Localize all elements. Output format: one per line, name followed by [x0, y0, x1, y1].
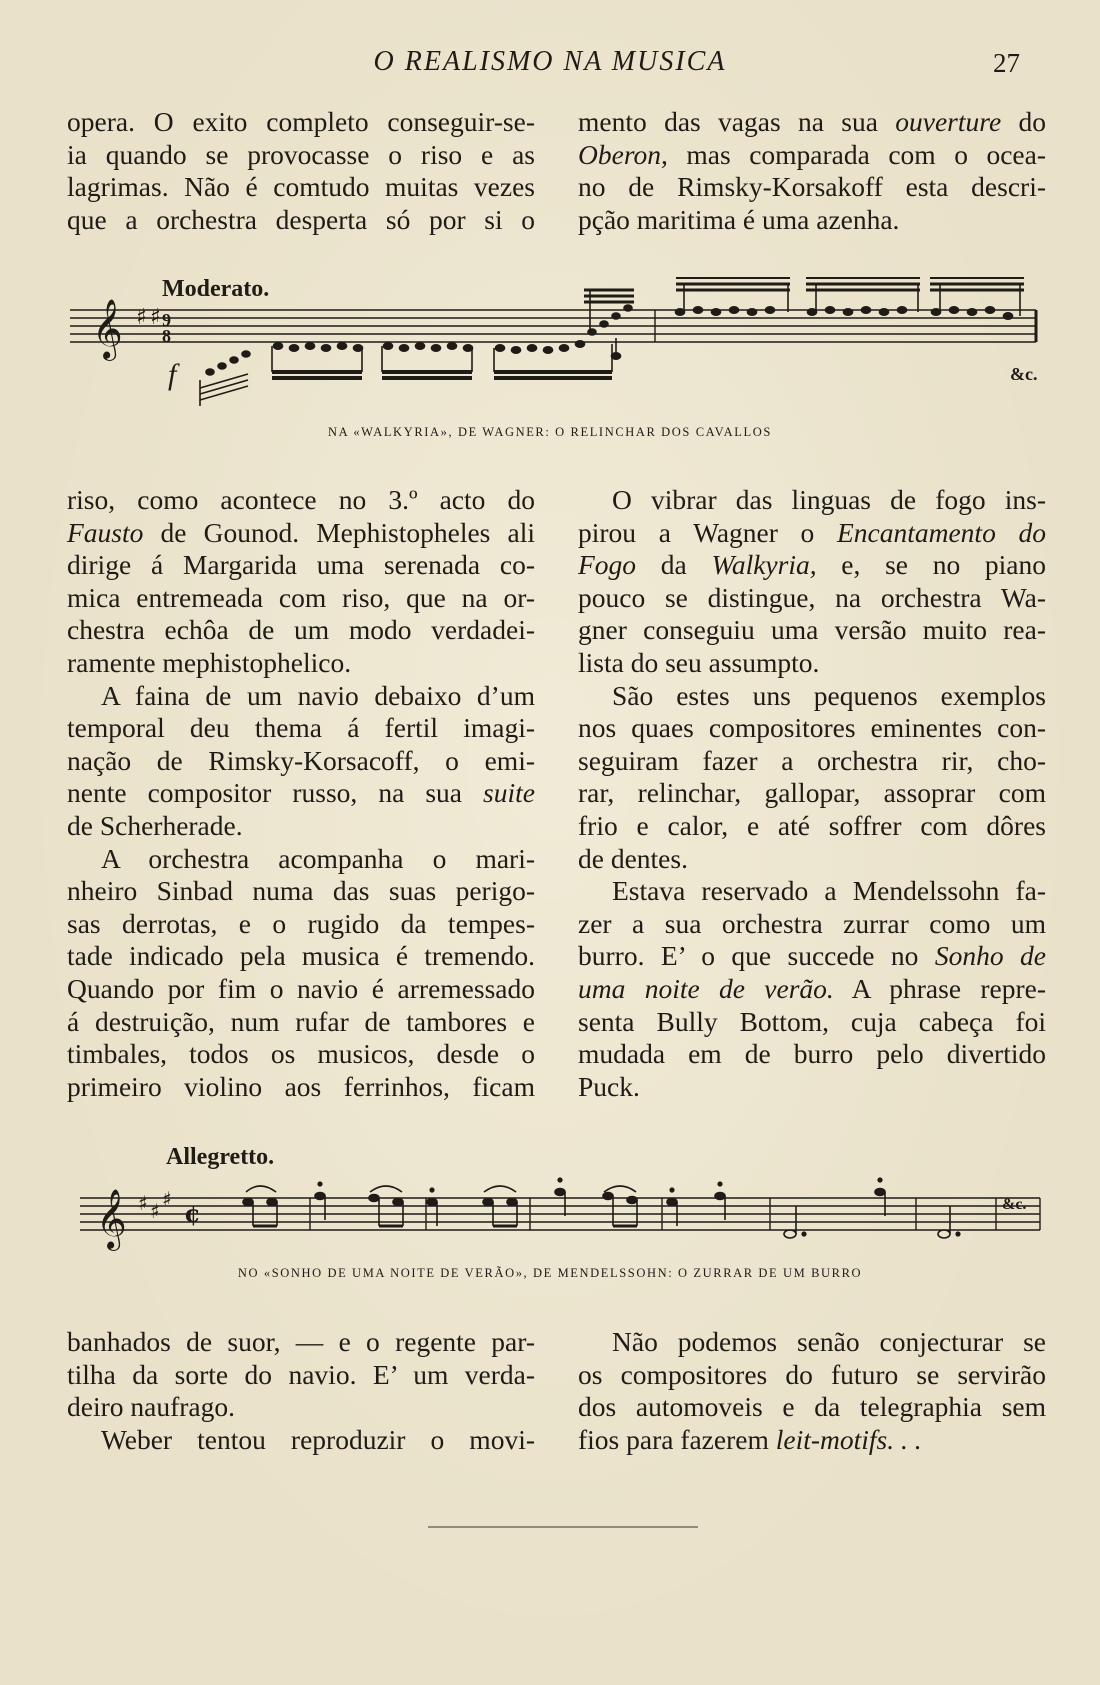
- text-line: Puck.: [578, 1070, 640, 1102]
- text-line: no de Rimsky-Korsakoff esta descri-: [578, 171, 1046, 203]
- page-number: 27: [993, 48, 1020, 78]
- text-line: A orchestra acompanha o mari-: [101, 842, 535, 874]
- text-line: O vibrar das linguas de fogo ins-: [612, 484, 1046, 515]
- text-line: primeiro violino aos ferrinhos, ficam: [67, 1070, 535, 1102]
- top-right-column: [578, 106, 1046, 236]
- text-run: pirou a Wagner o: [578, 516, 837, 548]
- svg-text:♯: ♯: [138, 1191, 148, 1215]
- svg-text:𝄞: 𝄞: [96, 1189, 127, 1249]
- bottom-right-column: [578, 1326, 1046, 1456]
- tempo-marking: Moderato.: [162, 276, 270, 302]
- dynamic-marking: f: [168, 358, 177, 391]
- text-line: deiro naufrago.: [67, 1391, 235, 1423]
- italic-run: Sonho de: [934, 940, 1046, 972]
- svg-text:𝄞: 𝄞: [92, 299, 123, 359]
- text-line: [578, 973, 1046, 1006]
- text-line: pção maritima é uma azenha.: [578, 203, 900, 235]
- text-line: opera. O exito completo conseguir-se-: [67, 106, 535, 137]
- text-line: [578, 1424, 1046, 1457]
- italic-run: suite: [483, 777, 535, 809]
- text-line: de Scherherade.: [67, 809, 243, 841]
- text-line: rar, relinchar, gallopar, assoprar com: [578, 777, 1046, 809]
- text-run: mas comparada com o ocea-: [667, 138, 1046, 170]
- text-line: á destruição, num rufar de tambores e: [67, 1005, 535, 1037]
- text-line: nação de Rimsky-Korsacoff, o emi-: [67, 744, 535, 776]
- staff-notation: [0, 268, 1100, 418]
- text-line: timbales, todos os musicos, desde o: [67, 1038, 535, 1070]
- text-line: zer a sua orchestra zurrar como um: [578, 907, 1046, 939]
- middle-left-column: [67, 484, 535, 1103]
- text-run: de Gounod. Mephistopheles ali: [143, 516, 535, 548]
- text-line: os compositores do futuro se servirão: [578, 1358, 1046, 1390]
- italic-run: ouverture: [895, 106, 1002, 137]
- italic-run: Oberon,: [578, 138, 668, 170]
- text-line: que a orchestra desperta só por si o: [67, 203, 535, 235]
- italic-run: leit-motifs. . .: [775, 1423, 922, 1455]
- text-line: pouco se distingue, na orchestra Wa-: [578, 581, 1046, 613]
- text-line: senta Bully Bottom, cuja cabeça foi: [578, 1005, 1046, 1037]
- text-line: sas derrotas, e o rugido da tempes-: [67, 907, 535, 939]
- text-line: nheiro Sinbad numa das suas perigo-: [67, 875, 535, 907]
- text-line: banhados de suor, — e o regente par-: [67, 1326, 535, 1357]
- text-line: ia quando se provocasse o riso e as: [67, 138, 535, 170]
- music-example-walkyria: [0, 268, 1100, 418]
- staff-notation: [0, 1140, 1100, 1260]
- etc-mark: &c.: [1010, 364, 1038, 384]
- italic-run: Walkyria,: [711, 549, 817, 581]
- top-left-column: [67, 106, 535, 236]
- text-run: da: [636, 549, 712, 581]
- svg-text:♯: ♯: [136, 305, 147, 330]
- music-example-sonho: [0, 1140, 1100, 1260]
- text-line: Estava reservado a Mendelssohn fa-: [612, 875, 1046, 907]
- text-line: de dentes.: [578, 842, 688, 874]
- text-line: São estes uns pequenos exemplos: [612, 679, 1046, 711]
- text-line: dos automoveis e da telegraphia sem: [578, 1391, 1046, 1423]
- text-line: mica entremeada com riso, que na or-: [67, 581, 535, 613]
- text-line: Não podemos senão conjecturar se: [612, 1326, 1046, 1357]
- text-line: gner conseguiu uma versão muito rea-: [578, 614, 1046, 646]
- text-line: frio e calor, e até soffrer com dôres: [578, 809, 1046, 841]
- running-head: [0, 44, 1100, 84]
- text-line: Quando por fim o navio é arremessado: [67, 972, 535, 1004]
- music-caption: NA «WALKYRIA», DE WAGNER: O RELINCHAR DOS CAVALLOS: [328, 425, 772, 439]
- running-title: O REALISMO NA MUSICA: [373, 46, 727, 77]
- beamed-notes-high: [676, 278, 1025, 319]
- text-line: [578, 549, 1046, 582]
- italic-run: Fausto: [67, 516, 144, 548]
- text-line: Weber tentou reproduzir o movi-: [101, 1423, 535, 1455]
- text-line: ramente mephistophelico.: [67, 646, 352, 678]
- tempo-marking: Allegretto.: [166, 1144, 275, 1170]
- italic-run: uma noite de verão.: [578, 972, 834, 1004]
- text-run: do: [1001, 106, 1046, 137]
- svg-text:♯: ♯: [150, 1199, 160, 1223]
- svg-text:¢: ¢: [184, 1199, 201, 1228]
- text-run: A phrase repre-: [833, 972, 1046, 1004]
- italic-run: Fogo: [578, 549, 637, 581]
- italic-run: Encantamento do: [836, 516, 1046, 548]
- svg-text:♯: ♯: [162, 1187, 172, 1211]
- etc-mark: &c.: [1002, 1196, 1027, 1213]
- text-line: [67, 777, 535, 810]
- text-line: lista do seu assumpto.: [578, 646, 820, 678]
- text-line: tade indicado pela musica é tremendo.: [67, 940, 535, 972]
- bottom-left-column: [67, 1326, 535, 1456]
- text-line: chestra echôa de um modo verdadei-: [67, 614, 535, 646]
- text-line: mudada em de burro pelo divertido: [578, 1038, 1046, 1070]
- svg-text:8: 8: [162, 326, 171, 346]
- text-line: [578, 139, 1046, 172]
- music-caption: NO «SONHO DE UMA NOITE DE VERÃO», DE MENDELSSOHN: O ZURRAR DE UM BURRO: [237, 1266, 863, 1280]
- text-line: [578, 517, 1046, 550]
- text-run: nente compositor russo, na sua: [67, 777, 484, 809]
- text-line: tilha da sorte do navio. E’ um verda-: [67, 1358, 535, 1390]
- text-line: seguiram fazer a orchestra rir, cho-: [578, 744, 1046, 776]
- text-line: [578, 940, 1046, 973]
- text-line: temporal deu thema á fertil imagi-: [67, 712, 535, 744]
- text-run: e, se no piano: [816, 549, 1046, 581]
- notes: [243, 1178, 960, 1238]
- text-line: dirige á Margarida uma serenada co-: [67, 549, 535, 581]
- text-line: [67, 517, 535, 550]
- footer-rule: [428, 1526, 698, 1528]
- middle-right-column: [578, 484, 1046, 1103]
- svg-text:♯: ♯: [150, 305, 161, 330]
- text-run: fios para fazerem: [578, 1423, 776, 1455]
- text-line: [578, 106, 1046, 139]
- text-run: burro. E’ o que succede no: [578, 940, 935, 972]
- text-line: nos quaes compositores eminentes con-: [578, 712, 1046, 744]
- text-line: lagrimas. Não é comtudo muitas vezes: [67, 171, 535, 203]
- text-line: riso, como acontece no 3.º acto do: [67, 484, 535, 515]
- text-run: mento das vagas na sua: [578, 106, 896, 137]
- svg-text:9: 9: [162, 310, 171, 330]
- text-line: A faina de um navio debaixo d’um: [101, 679, 535, 711]
